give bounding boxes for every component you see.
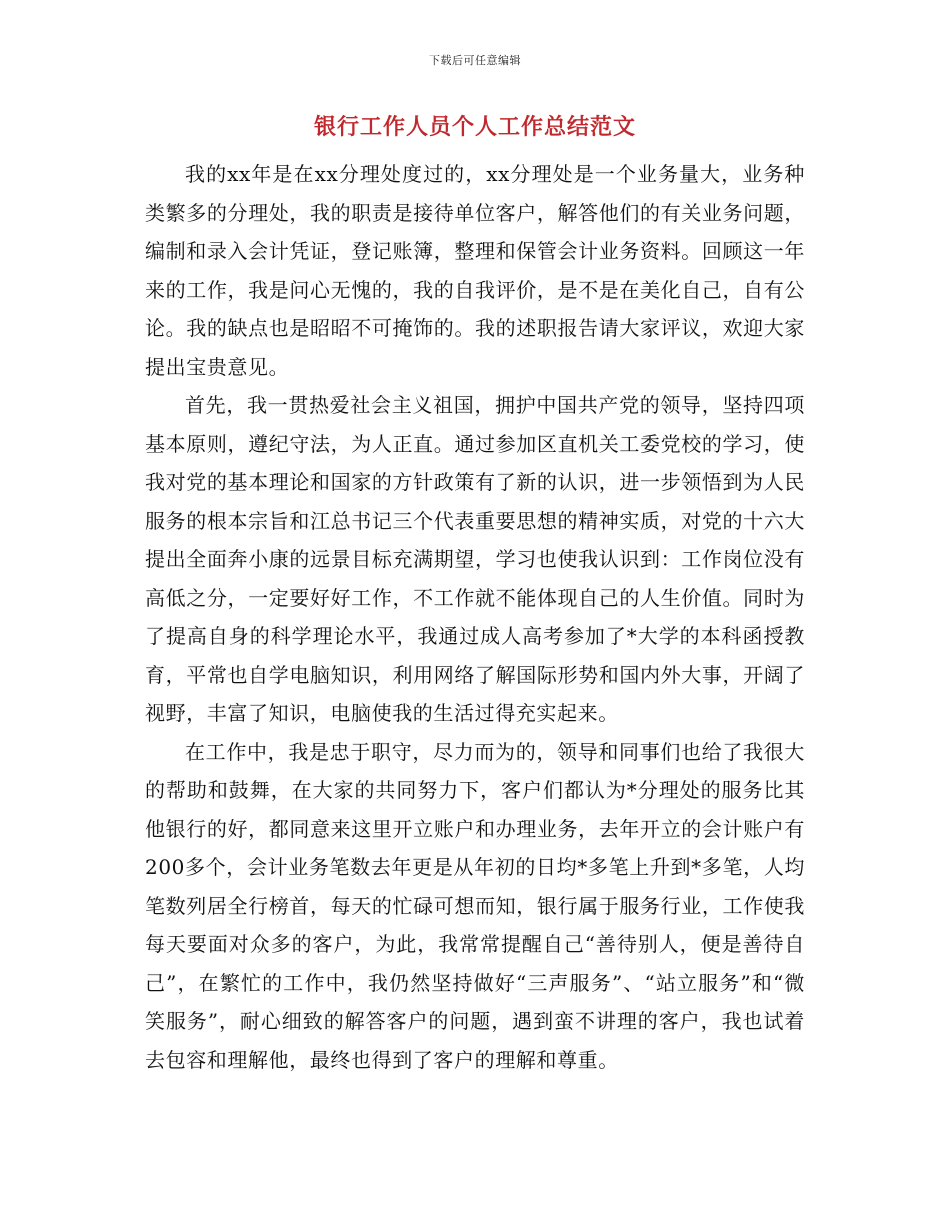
- page-header-note: 下载后可任意编辑: [429, 54, 521, 67]
- document-title: 银行工作人员个人工作总结范文: [313, 114, 636, 140]
- paragraph-1: 我的xx年是在xx分理处度过的，xx分理处是一个业务量大，业务种类繁多的分理处，我的职责是接待单位客户，解答他们的有关业务问题，编制和录入会计凭证，登记账簿，整理和保管会计业务资料。回顾这一年来的工作，我是问心无愧的，我的自我评价，是不是在美化自己，自有公论。我的缺点也是昭昭不可掩饰的。我的述职报告请大家评议，欢迎大家提出宝贵意见。: [145, 162, 805, 379]
- paragraph-2: 首先，我一贯热爱社会主义祖国，拥护中国共产党的领导，坚持四项基本原则，遵纪守法，为人正直。通过参加区直机关工委党校的学习，使我对党的基本理论和国家的方针政策有了新的认识，进一步领悟到为人民服务的根本宗旨和江总书记三个代表重要思想的精神实质，对党的十六大提出全面奔小康的远景目标充满期望，学习也使我认识到：工作岗位没有高低之分，一定要好好工作，不工作就不能体现自己的人生价值。同时为了提高自身的科学理论水平，我通过成人高考参加了*大学的本科函授教育，平常也自学电脑知识，利用网络了解国际形势和国内外大事，开阔了视野，丰富了知识，电脑使我的生活过得充实起来。: [145, 393, 805, 725]
- document-body: [145, 155, 805, 1079]
- paragraph-3: 在工作中，我是忠于职守，尽力而为的，领导和同事们也给了我很大的帮助和鼓舞，在大家的共同努力下，客户们都认为*分理处的服务比其他银行的好，都同意来这里开立账户和办理业务，去年开立的会计账户有200多个，会计业务笔数去年更是从年初的日均*多笔上升到*多笔，人均笔数列居全行榜首，每天的忙碌可想而知，银行属于服务行业，工作使我每天要面对众多的客户，为此，我常常提醒自己“善待别人，便是善待自己”，在繁忙的工作中，我仍然坚持做好“三声服务”、“站立服务”和“微笑服务”，耐心细致的解答客户的问题，遇到蛮不讲理的客户，我也试着去包容和理解他，最终也得到了客户的理解和尊重。: [145, 739, 805, 1072]
